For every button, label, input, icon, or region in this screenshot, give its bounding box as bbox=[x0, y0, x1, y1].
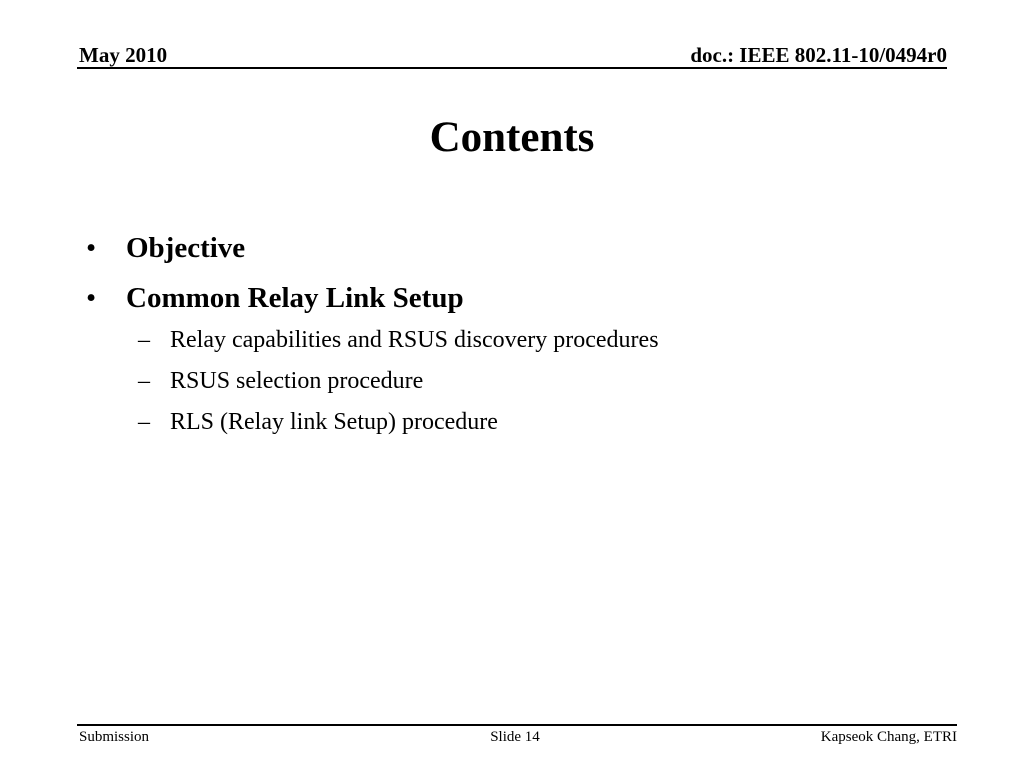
bullet-text: Objective bbox=[126, 232, 246, 264]
header-document-id: doc.: IEEE 802.11-10/0494r0 bbox=[690, 43, 947, 67]
sub-bullet-item bbox=[138, 325, 938, 355]
bullet-item-objective bbox=[86, 230, 946, 266]
sub-bullet-text: RSUS selection procedure bbox=[170, 368, 424, 394]
sub-bullet-text: Relay capabilities and RSUS discovery procedures bbox=[170, 327, 659, 353]
dash-marker: – bbox=[138, 327, 150, 353]
slide-title: Contents bbox=[429, 114, 595, 161]
sub-bullet-item bbox=[138, 407, 938, 437]
bullet-text: Common Relay Link Setup bbox=[126, 282, 464, 314]
footer-slide-number: Slide 14 bbox=[490, 729, 540, 745]
footer-divider bbox=[77, 724, 957, 726]
header-date: May 2010 bbox=[79, 43, 168, 67]
sub-bullet-text: RLS (Relay link Setup) procedure bbox=[170, 409, 498, 435]
bullet-item-common-relay-link-setup bbox=[86, 280, 946, 316]
bullet-marker: • bbox=[86, 232, 97, 264]
footer-author: Kapseok Chang, ETRI bbox=[820, 729, 957, 745]
dash-marker: – bbox=[138, 409, 150, 435]
bullet-list bbox=[86, 230, 946, 330]
footer-submission: Submission bbox=[79, 729, 150, 745]
bullet-marker: • bbox=[86, 282, 97, 314]
header-divider bbox=[77, 67, 947, 69]
dash-marker: – bbox=[138, 368, 150, 394]
sub-bullet-list bbox=[138, 325, 938, 448]
sub-bullet-item bbox=[138, 366, 938, 396]
